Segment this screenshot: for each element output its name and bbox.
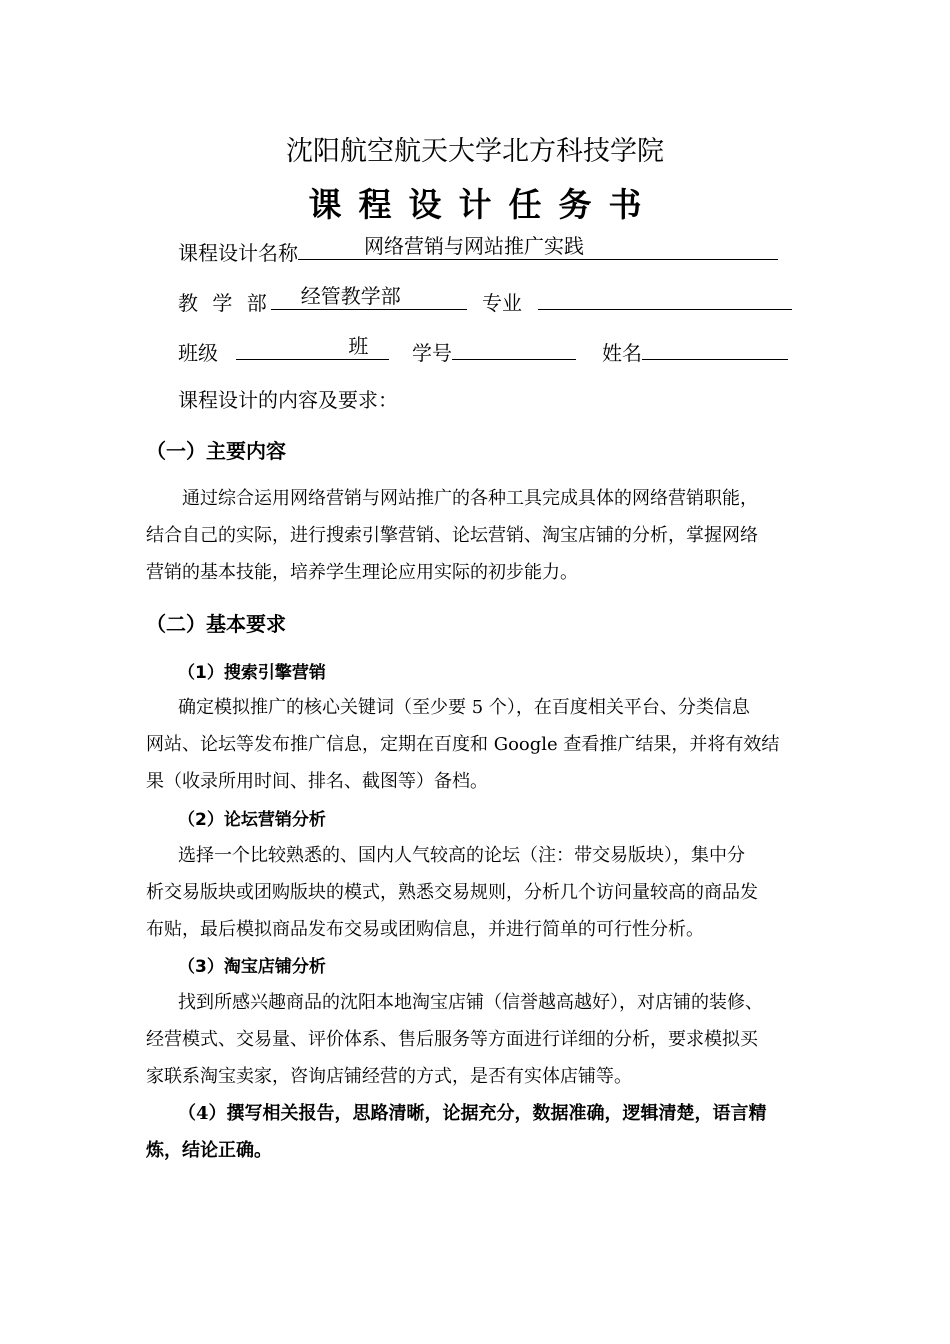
intro-label: 课程设计的内容及要求：: [178, 388, 398, 412]
major-label: 专业: [482, 291, 522, 315]
section1-line: 结合自己的实际，进行搜索引擎营销、论坛营销、淘宝店铺的分析，掌握网络: [146, 525, 758, 546]
item4-line: （4）撰写相关报告，思路清晰，论据充分，数据准确，逻辑清楚，语言精: [178, 1103, 767, 1124]
major-field[interactable]: [538, 285, 792, 310]
dept-label: 教 学 部: [178, 291, 271, 315]
course-name-label: 课程设计名称: [178, 241, 298, 265]
item3-title: （3）淘宝店铺分析: [178, 957, 326, 977]
item1-paragraph: [146, 689, 826, 800]
item2-line: 布贴，最后模拟商品发布交易或团购信息，并进行简单的可行性分析。: [146, 919, 704, 940]
dept-field[interactable]: [271, 285, 467, 310]
item4-line: 炼，结论正确。: [146, 1140, 272, 1161]
section1-line: 通过综合运用网络营销与网站推广的各种工具完成具体的网络营销职能，: [182, 488, 758, 509]
dept-value: 经管教学部: [300, 284, 401, 308]
student-name-field[interactable]: [642, 335, 788, 360]
section1-heading: （一）主要内容: [146, 439, 286, 463]
class-suffix: 班: [348, 334, 369, 358]
item4-paragraph: [146, 1095, 826, 1169]
item1-line: 果（收录所用时间、排名、截图等）备档。: [146, 771, 488, 792]
item1-line: 确定模拟推广的核心关键词（至少要 5 个），在百度相关平台、分类信息: [178, 697, 750, 718]
item2-line: 选择一个比较熟悉的、国内人气较高的论坛（注：带交易版块），集中分: [178, 845, 745, 866]
student-id-label: 学号: [412, 341, 452, 365]
student-name-label: 姓名: [602, 341, 642, 365]
item1-line: 网站、论坛等发布推广信息，定期在百度和 Google 查看推广结果，并将有效结: [146, 734, 780, 755]
item1-title: （1）搜索引擎营销: [178, 663, 326, 683]
class-field[interactable]: [236, 335, 389, 360]
item3-line: 找到所感兴趣商品的沈阳本地淘宝店铺（信誉越高越好），对店铺的装修、: [178, 992, 763, 1013]
class-row: [178, 335, 389, 368]
item3-paragraph: [146, 984, 826, 1095]
student-id-field[interactable]: [452, 335, 576, 360]
item3-line: 家联系淘宝卖家，咨询店铺经营的方式，是否有实体店铺等。: [146, 1066, 632, 1087]
item2-title: （2）论坛营销分析: [178, 810, 326, 830]
section1-paragraph: [146, 480, 826, 591]
class-label: 班级: [178, 341, 218, 365]
section2-heading: （二）基本要求: [146, 612, 286, 636]
student-id-row: [412, 335, 576, 368]
dept-row: [178, 285, 467, 318]
course-name-row: [178, 235, 778, 268]
item2-line: 析交易版块或团购版块的模式，熟悉交易规则，分析几个访问量较高的商品发: [146, 882, 758, 903]
section1-line: 营销的基本技能，培养学生理论应用实际的初步能力。: [146, 562, 578, 583]
major-row: [482, 285, 792, 318]
course-name-value: 网络营销与网站推广实践: [364, 234, 584, 258]
course-name-field[interactable]: [298, 235, 778, 260]
item2-paragraph: [146, 837, 826, 948]
school-name: 沈阳航空航天大学北方科技学院: [286, 136, 664, 167]
student-name-row: [602, 335, 788, 368]
document-title: 课程设计任务书: [308, 185, 659, 224]
item3-line: 经营模式、交易量、评价体系、售后服务等方面进行详细的分析，要求模拟买: [146, 1029, 758, 1050]
